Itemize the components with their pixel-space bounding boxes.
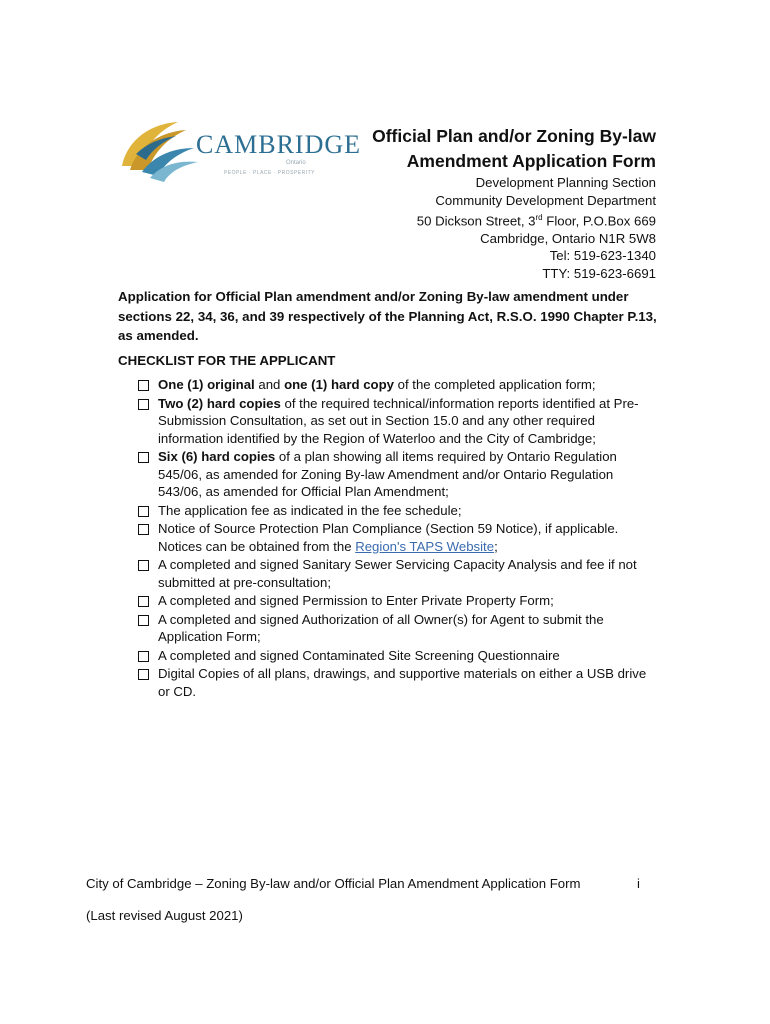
item-text: A completed and signed Authorization of all Owner(s) for Agent to submit the Application Form;	[158, 611, 604, 644]
cambridge-logo	[116, 114, 362, 186]
logo-swoosh-icon	[116, 114, 206, 186]
checkbox[interactable]	[138, 560, 149, 571]
checklist-item	[137, 376, 647, 394]
checklist-item	[137, 611, 647, 646]
item-text: Notice of Source Protection Plan Compliance (Section 59 Notice), if applicable. Notices can be obtained from the	[158, 521, 619, 554]
checklist-item	[137, 448, 647, 501]
item-text: ;	[494, 538, 498, 554]
address-department: Community Development Department	[435, 192, 656, 208]
item-text: of a plan showing all items required by Ontario Regulation 545/06, as amended for Zoning By-law Amendment and/or Ontario Regulation 543/06, as amended for Official Plan Amendment;	[158, 449, 617, 499]
address-tty: TTY: 519-623-6691	[542, 265, 656, 281]
item-bold: one (1) hard copy	[284, 377, 394, 392]
item-text: Digital Copies of all plans, drawings, and supportive materials on either a USB drive or CD.	[158, 666, 647, 699]
item-text: and	[254, 377, 285, 392]
item-text: A completed and signed Sanitary Sewer Servicing Capacity Analysis and fee if not submitted at pre-consultation;	[158, 557, 637, 590]
checkbox[interactable]	[138, 651, 149, 662]
item-bold: Two (2) hard copies	[158, 395, 281, 411]
item-text: A completed and signed Contaminated Site Screening Questionnaire	[158, 647, 560, 663]
address-street-post: Floor, P.O.Box 669	[542, 213, 656, 229]
form-title-line1: Official Plan and/or Zoning By-law	[372, 126, 656, 146]
item-text: of the required technical/information reports identified at Pre-Submission Consultation, as set out in Section 15.0 and any other required information identified by the Region of Waterloo and the City of Cambridge;	[158, 395, 639, 446]
checklist	[137, 376, 647, 701]
address-tel: Tel: 519-623-1340	[549, 248, 656, 264]
footer-revised: (Last revised August 2021)	[86, 908, 243, 923]
item-text: The application fee as indicated in the fee schedule;	[158, 502, 462, 518]
footer-line: City of Cambridge – Zoning By-law and/or Official Plan Amendment Application Form	[86, 876, 581, 891]
checklist-item	[137, 520, 647, 555]
checkbox[interactable]	[138, 399, 149, 410]
checkbox[interactable]	[138, 452, 149, 463]
address-street	[417, 209, 656, 230]
checkbox[interactable]	[138, 506, 149, 517]
checklist-item	[137, 665, 647, 700]
item-text: of the completed application form;	[393, 377, 596, 392]
checklist-item	[137, 502, 647, 520]
address-street-sup: rd	[535, 213, 543, 222]
checklist-heading: CHECKLIST FOR THE APPLICANT	[118, 353, 336, 368]
checklist-item	[137, 592, 647, 610]
form-title	[372, 124, 656, 174]
logo-tagline: PEOPLE · PLACE · PROSPERITY	[224, 170, 316, 176]
checklist-item	[137, 395, 647, 448]
page-number: i	[637, 876, 640, 891]
logo-wordmark: CAMBRIDGE	[196, 130, 362, 159]
item-text: A completed and signed Permission to Enter Private Property Form;	[158, 593, 554, 608]
checklist-item	[137, 556, 647, 591]
address-city: Cambridge, Ontario N1R 5W8	[480, 230, 656, 246]
checkbox[interactable]	[138, 615, 149, 626]
address-street-pre: 50 Dickson Street, 3	[416, 213, 536, 229]
address-section: Development Planning Section	[475, 175, 656, 190]
form-title-line2: Amendment Application Form	[406, 151, 656, 171]
address-block	[417, 174, 656, 282]
checkbox[interactable]	[138, 380, 149, 391]
intro-paragraph: Application for Official Plan amendment and/or Zoning By-law amendment under sections 22, 34, 36, and 39 respectively of the Planning Act, R.S.O. 1990 Chapter P.13, as amended.	[118, 289, 657, 343]
checkbox[interactable]	[138, 596, 149, 607]
item-bold: Six (6) hard copies	[158, 449, 276, 464]
logo-small-text: Ontario	[286, 160, 306, 166]
checkbox[interactable]	[138, 669, 149, 680]
item-bold: One (1) original	[158, 377, 255, 392]
taps-website-link[interactable]: Region's TAPS Website	[355, 538, 495, 554]
checklist-item	[137, 647, 647, 665]
checkbox[interactable]	[138, 524, 149, 535]
